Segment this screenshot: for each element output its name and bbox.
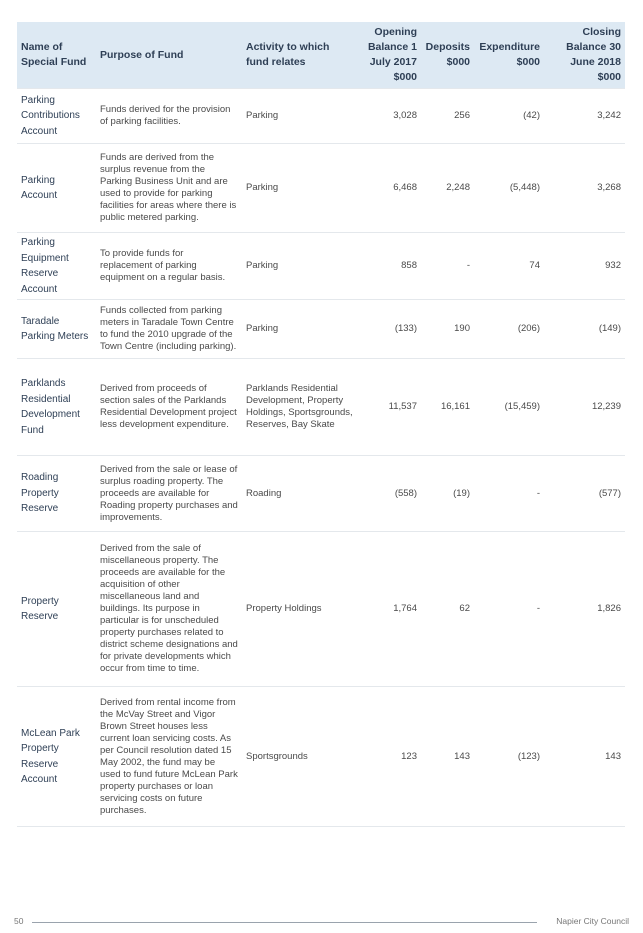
opening-balance: 3,028 <box>358 89 421 144</box>
fund-activity: Property Holdings <box>242 532 358 687</box>
fund-purpose: Derived from rental income from the McVay Street and Vigor Brown Street houses less current loan servicing costs. As per Council resolution dated 15 May 2002, the fund may be used to fund future McLean Park property purchases or loan servicing costs on future purchases. <box>96 687 242 827</box>
closing-balance: 12,239 <box>544 359 625 456</box>
table-row <box>17 532 625 687</box>
fund-name: Property Reserve <box>17 532 96 687</box>
fund-name: Parklands Residential Development Fund <box>17 359 96 456</box>
table-row <box>17 359 625 456</box>
fund-purpose: Funds collected from parking meters in Taradale Town Centre to fund the 2010 upgrade of the Town Centre (including parking). <box>96 300 242 359</box>
fund-purpose: Derived from the sale or lease of surplus roading property. The proceeds are available for Roading property purchases and improvements. <box>96 456 242 532</box>
opening-balance: 11,537 <box>358 359 421 456</box>
deposits: 2,248 <box>421 144 474 233</box>
deposits: 16,161 <box>421 359 474 456</box>
closing-balance: (149) <box>544 300 625 359</box>
table-header <box>17 22 625 89</box>
header-opening-balance: Opening Balance 1 July 2017 $000 <box>358 22 421 89</box>
table-row <box>17 89 625 144</box>
fund-purpose: Derived from the sale of miscellaneous property. The proceeds are available for the acquisition of other miscellaneous land and buildings. Its purpose in particular is for unscheduled property purchases related to district scheme designations and for private developments which occur from time to time. <box>96 532 242 687</box>
closing-balance: (577) <box>544 456 625 532</box>
header-name: Name of Special Fund <box>17 22 96 89</box>
expenditure: (123) <box>474 687 544 827</box>
table-row <box>17 456 625 532</box>
fund-activity: Parking <box>242 89 358 144</box>
fund-activity: Roading <box>242 456 358 532</box>
opening-balance: 6,468 <box>358 144 421 233</box>
fund-activity: Parking <box>242 300 358 359</box>
deposits: 62 <box>421 532 474 687</box>
fund-name: McLean Park Property Reserve Account <box>17 687 96 827</box>
expenditure: (206) <box>474 300 544 359</box>
deposits: - <box>421 233 474 300</box>
fund-purpose: Funds derived for the provision of parking facilities. <box>96 89 242 144</box>
closing-balance: 143 <box>544 687 625 827</box>
header-deposits: Deposits $000 <box>421 22 474 89</box>
table-row <box>17 687 625 827</box>
opening-balance: 858 <box>358 233 421 300</box>
header-activity: Activity to which fund relates <box>242 22 358 89</box>
fund-purpose: Derived from proceeds of section sales of the Parklands Residential Development project less development expenditure. <box>96 359 242 456</box>
footer-rule <box>32 922 537 923</box>
fund-activity: Parking <box>242 233 358 300</box>
expenditure: (5,448) <box>474 144 544 233</box>
closing-balance: 3,268 <box>544 144 625 233</box>
fund-purpose: Funds are derived from the surplus revenue from the Parking Business Unit and are used to provide for parking facilities for areas where there is public metered parking. <box>96 144 242 233</box>
opening-balance: 1,764 <box>358 532 421 687</box>
closing-balance: 932 <box>544 233 625 300</box>
header-closing-balance: Closing Balance 30 June 2018 $000 <box>544 22 625 89</box>
fund-name: Parking Contributions Account <box>17 89 96 144</box>
fund-name: Parking Account <box>17 144 96 233</box>
expenditure: (42) <box>474 89 544 144</box>
deposits: (19) <box>421 456 474 532</box>
fund-name: Taradale Parking Meters <box>17 300 96 359</box>
opening-balance: 123 <box>358 687 421 827</box>
fund-name: Parking Equipment Reserve Account <box>17 233 96 300</box>
fund-purpose: To provide funds for replacement of parking equipment on a regular basis. <box>96 233 242 300</box>
table-row <box>17 300 625 359</box>
table-row <box>17 233 625 300</box>
expenditure: - <box>474 532 544 687</box>
special-funds-table <box>17 22 625 827</box>
expenditure: (15,459) <box>474 359 544 456</box>
fund-name: Roading Property Reserve <box>17 456 96 532</box>
fund-activity: Sportsgrounds <box>242 687 358 827</box>
fund-activity: Parking <box>242 144 358 233</box>
page-footer <box>14 916 629 930</box>
header-purpose: Purpose of Fund <box>96 22 242 89</box>
table-body <box>17 89 625 827</box>
deposits: 190 <box>421 300 474 359</box>
expenditure: - <box>474 456 544 532</box>
closing-balance: 3,242 <box>544 89 625 144</box>
deposits: 256 <box>421 89 474 144</box>
expenditure: 74 <box>474 233 544 300</box>
table-row <box>17 144 625 233</box>
page-number: 50 <box>14 916 24 926</box>
header-expenditure: Expenditure $000 <box>474 22 544 89</box>
opening-balance: (558) <box>358 456 421 532</box>
footer-organisation: Napier City Council <box>556 916 629 926</box>
opening-balance: (133) <box>358 300 421 359</box>
closing-balance: 1,826 <box>544 532 625 687</box>
fund-activity: Parklands Residential Development, Property Holdings, Sportsgrounds, Reserves, Bay Skate <box>242 359 358 456</box>
deposits: 143 <box>421 687 474 827</box>
